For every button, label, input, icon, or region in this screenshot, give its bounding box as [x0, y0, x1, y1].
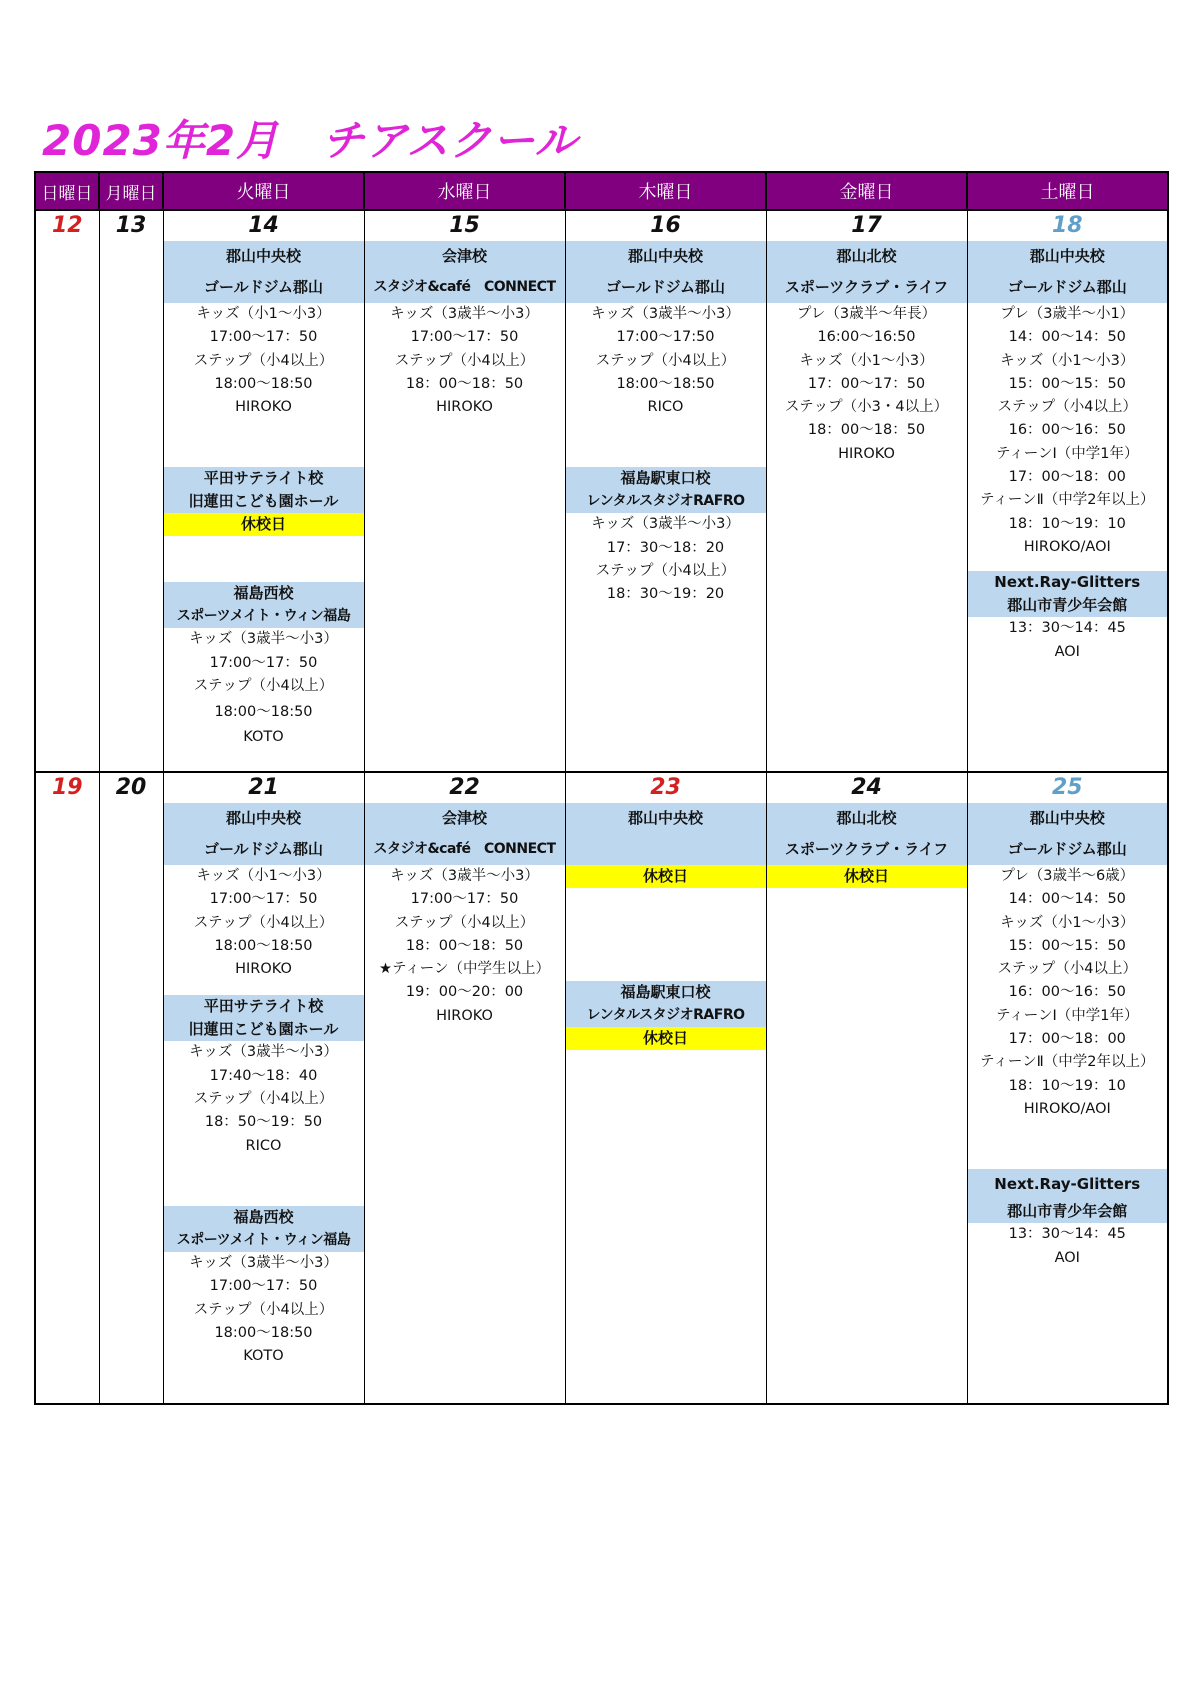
schedule-line: 17:00～17：50 [209, 329, 318, 346]
school-name: 会津校 [441, 809, 487, 827]
venue-name: ゴールドジム郡山 [605, 278, 726, 296]
schedule-line: 16：00～16：50 [1008, 422, 1126, 439]
schedule-line: 17:00～17：50 [410, 891, 519, 908]
schedule-line: キッズ（3歳半～小3） [189, 631, 338, 648]
schedule-line: 14：00～14：50 [1008, 329, 1126, 346]
school-location [365, 803, 565, 865]
instructor-name: HIROKO/AOI [1023, 1100, 1111, 1117]
day-cell-20 [99, 772, 163, 1404]
schedule-line: キッズ（小1～小3） [799, 352, 934, 369]
school-name: 郡山中央校 [627, 809, 703, 827]
venue-name: スポーツクラブ・ライフ [784, 278, 949, 296]
venue-name: スタジオ&café CONNECT [373, 841, 556, 857]
school-name: 郡山中央校 [627, 247, 703, 265]
school-location [968, 803, 1168, 865]
instructor-name: HIROKO [436, 399, 493, 416]
week-row-1 [35, 210, 1168, 772]
venue-name: スポーツメイト・ウィン福島 [176, 608, 351, 625]
instructor-name: HIROKO [235, 961, 292, 978]
date-number: 25 [1051, 775, 1083, 800]
schedule-line: 18：10～19：10 [1008, 1077, 1126, 1094]
schedule-line: ステップ（小4以上） [394, 914, 535, 931]
date-number: 12 [51, 213, 83, 238]
class-schedule [566, 303, 766, 419]
instructor-name: KOTO [243, 729, 284, 746]
day-cell-19 [35, 772, 99, 1404]
instructor-name: KOTO [243, 1348, 284, 1365]
venue-name: スタジオ&café CONNECT [373, 279, 556, 295]
closed-badge: 休校日 [767, 865, 967, 888]
instructor-name: AOI [1054, 1249, 1080, 1266]
school-name: 郡山北校 [836, 809, 897, 827]
schedule-line: ステップ（小4以上） [193, 914, 334, 931]
class-schedule [365, 303, 565, 419]
header-monday: 月曜日 [99, 172, 163, 210]
schedule-line: ステップ（小4以上） [595, 352, 736, 369]
date-number: 15 [449, 213, 480, 238]
schedule-line: 17:40～18：40 [209, 1067, 318, 1084]
school-name: Next.Ray-Glitters [994, 573, 1141, 592]
class-schedule [767, 303, 967, 466]
school-location [566, 803, 766, 865]
day-cell-16 [565, 210, 766, 772]
closed-badge: 休校日 [566, 865, 766, 888]
school-location [164, 582, 364, 628]
schedule-line: プレ（3歳半～年長） [796, 306, 937, 322]
date-number: 19 [51, 775, 83, 800]
school-location [164, 1206, 364, 1252]
schedule-line: 17：00～17：50 [807, 375, 926, 392]
schedule-line: 13：30～14：45 [1008, 620, 1126, 637]
venue-name: スポーツクラブ・ライフ [784, 840, 949, 858]
page-title: 2023年2月 チアスクール [42, 116, 578, 165]
schedule-line: キッズ（小1～小3） [196, 306, 331, 322]
school-name: 福島駅東口校 [620, 983, 711, 1001]
schedule-line: 17:00～17：50 [410, 329, 519, 346]
schedule-line: プレ（3歳半～小1） [1000, 306, 1135, 322]
schedule-line: キッズ（小1～小3） [1000, 914, 1135, 931]
class-schedule [164, 303, 364, 419]
header-wednesday: 水曜日 [364, 172, 565, 210]
schedule-line: 18：00～18：50 [405, 937, 524, 954]
instructor-name: AOI [1054, 643, 1080, 660]
schedule-line: ステップ（小4以上） [193, 678, 334, 695]
week-row-2 [35, 772, 1168, 1404]
date-number: 14 [248, 213, 279, 238]
schedule-line: 18：50～19：50 [204, 1114, 323, 1131]
day-cell-18 [967, 210, 1168, 772]
schedule-line: キッズ（3歳半～小3） [390, 306, 539, 322]
instructor-name: RICO [647, 399, 684, 416]
schedule-line: キッズ（3歳半～小3） [591, 306, 740, 322]
schedule-line: ステップ（小4以上） [595, 563, 736, 580]
schedule-line: キッズ（小1～小3） [1000, 352, 1135, 369]
day-cell-23 [565, 772, 766, 1404]
header-tuesday: 火曜日 [163, 172, 364, 210]
schedule-line: プレ（3歳半～6歳） [1000, 868, 1135, 884]
schedule-line: 15：00～15：50 [1008, 375, 1126, 392]
header-thursday: 木曜日 [565, 172, 766, 210]
school-location [164, 467, 364, 513]
schedule-line: 15：00～15：50 [1008, 937, 1126, 954]
closed-badge: 休校日 [566, 1027, 766, 1050]
schedule-line: 18:00～18:50 [214, 704, 313, 721]
schedule-line: ステップ（小4以上） [394, 352, 535, 369]
schedule-line: ステップ（小4以上） [193, 1091, 334, 1108]
schedule-line: 19：00～20：00 [405, 984, 524, 1001]
schedule-line: 17:00～17：50 [209, 1278, 318, 1295]
day-cell-22 [364, 772, 565, 1404]
venue-name: スポーツメイト・ウィン福島 [176, 1231, 351, 1248]
schedule-line: 16：00～16：50 [1008, 984, 1126, 1001]
school-name: 郡山中央校 [1029, 809, 1105, 827]
schedule-line: ステップ（小4以上） [193, 352, 334, 369]
school-location [566, 981, 766, 1027]
schedule-line: ステップ（小3・4以上） [784, 399, 949, 416]
schedule-line: ステップ（小4以上） [997, 961, 1137, 978]
instructor-name: HIROKO [235, 399, 292, 416]
schedule-line: キッズ（3歳半～小3） [591, 516, 740, 533]
day-cell-13 [99, 210, 163, 772]
class-schedule [968, 303, 1168, 559]
date-number: 21 [248, 775, 279, 800]
schedule-line: ティーンⅡ（中学2年以上） [980, 492, 1155, 509]
school-name: 郡山中央校 [225, 809, 301, 827]
school-name: 福島西校 [233, 584, 294, 603]
venue-name: 旧蓮田こども園ホール [188, 492, 339, 511]
schedule-line: 16:00～16:50 [817, 329, 916, 346]
school-location [968, 1169, 1168, 1223]
class-schedule [164, 1252, 364, 1368]
school-name: Next.Ray-Glitters [994, 1175, 1141, 1194]
school-location [968, 241, 1168, 303]
schedule-line: キッズ（小1～小3） [196, 868, 331, 884]
date-number: 13 [115, 213, 147, 238]
schedule-line: 17:00～17:50 [616, 329, 715, 346]
venue-name: レンタルスタジオRAFRO [586, 493, 745, 510]
date-number: 18 [1051, 213, 1083, 238]
instructor-name: HIROKO/AOI [1023, 538, 1111, 555]
schedule-line: ティーンⅠ（中学1年） [995, 445, 1139, 462]
school-name: 平田サテライト校 [203, 997, 324, 1016]
school-name: 福島駅東口校 [620, 469, 711, 488]
school-location [164, 803, 364, 865]
schedule-line: ステップ（小4以上） [193, 1301, 334, 1318]
schedule-line: キッズ（3歳半～小3） [189, 1254, 338, 1271]
class-schedule [164, 628, 364, 749]
instructor-name: RICO [245, 1137, 282, 1154]
school-location [767, 241, 967, 303]
venue-name: 旧蓮田こども園ホール [188, 1020, 339, 1039]
school-name: 平田サテライト校 [203, 469, 324, 488]
day-cell-21 [163, 772, 364, 1404]
schedule-line: 18:00～18:50 [214, 375, 313, 392]
schedule-line: 18：00～18：50 [405, 375, 524, 392]
venue-name: ゴールドジム郡山 [203, 278, 324, 296]
venue-name: 郡山市青少年会館 [1007, 596, 1128, 615]
schedule-line: ティーンⅠ（中学1年） [995, 1007, 1139, 1024]
schedule-line: ★ティーン（中学生以上） [378, 961, 551, 978]
schedule-line: 17：00～18：00 [1008, 469, 1126, 486]
date-number: 17 [851, 213, 882, 238]
day-cell-14 [163, 210, 364, 772]
venue-name: ゴールドジム郡山 [1007, 278, 1127, 296]
date-number: 23 [650, 775, 681, 800]
instructor-name: HIROKO [838, 445, 895, 462]
school-name: 郡山中央校 [225, 247, 301, 265]
date-number: 24 [851, 775, 882, 800]
schedule-calendar [34, 171, 1169, 1405]
day-cell-24 [766, 772, 967, 1404]
class-schedule [365, 865, 565, 1028]
class-schedule [164, 1041, 364, 1157]
schedule-line: ステップ（小4以上） [997, 399, 1137, 416]
schedule-line: キッズ（3歳半～小3） [189, 1044, 338, 1061]
header-sunday: 日曜日 [35, 172, 99, 210]
school-location [767, 803, 967, 865]
schedule-line: 14：00～14：50 [1008, 891, 1126, 908]
schedule-line: ティーンⅡ（中学2年以上） [980, 1054, 1155, 1071]
schedule-line: 18:00～18:50 [616, 375, 715, 392]
schedule-line: 18：00～18：50 [807, 422, 926, 439]
school-location [164, 995, 364, 1041]
instructor-name: HIROKO [436, 1007, 493, 1024]
schedule-line: 13：30～14：45 [1008, 1226, 1126, 1243]
day-cell-17 [766, 210, 967, 772]
schedule-line: 18:00～18:50 [214, 937, 313, 954]
schedule-line: 18：30～19：20 [606, 586, 725, 603]
class-schedule [566, 513, 766, 606]
school-location [566, 467, 766, 513]
class-schedule [968, 617, 1168, 664]
schedule-line: 17：30～18：20 [606, 539, 725, 556]
schedule-line: 18:00～18:50 [214, 1324, 313, 1341]
closed-badge: 休校日 [164, 513, 364, 536]
school-name: 郡山中央校 [1029, 247, 1105, 265]
venue-name: 郡山市青少年会館 [1007, 1202, 1128, 1221]
header-friday: 金曜日 [766, 172, 967, 210]
header-saturday: 土曜日 [967, 172, 1168, 210]
schedule-line: 17:00～17：50 [209, 654, 318, 671]
date-number: 22 [449, 775, 480, 800]
venue-name: ゴールドジム郡山 [1007, 840, 1127, 858]
school-name: 会津校 [441, 247, 487, 265]
school-location [566, 241, 766, 303]
weekday-header-row [35, 172, 1168, 210]
venue-name: ゴールドジム郡山 [203, 840, 324, 858]
school-name: 福島西校 [233, 1207, 294, 1226]
class-schedule [164, 865, 364, 981]
school-location [365, 241, 565, 303]
date-number: 16 [650, 213, 681, 238]
schedule-line: 18：10～19：10 [1008, 515, 1126, 532]
date-number: 20 [115, 775, 147, 800]
schedule-line: 17：00～18：00 [1008, 1031, 1126, 1048]
day-cell-25 [967, 772, 1168, 1404]
venue-name: レンタルスタジオRAFRO [586, 1007, 745, 1023]
schedule-line: キッズ（3歳半～小3） [390, 868, 539, 884]
day-cell-12 [35, 210, 99, 772]
class-schedule [968, 865, 1168, 1121]
schedule-line: 17:00～17：50 [209, 891, 318, 908]
school-location [968, 571, 1168, 617]
school-location [164, 241, 364, 303]
day-cell-15 [364, 210, 565, 772]
school-name: 郡山北校 [836, 247, 897, 265]
class-schedule [968, 1223, 1168, 1270]
